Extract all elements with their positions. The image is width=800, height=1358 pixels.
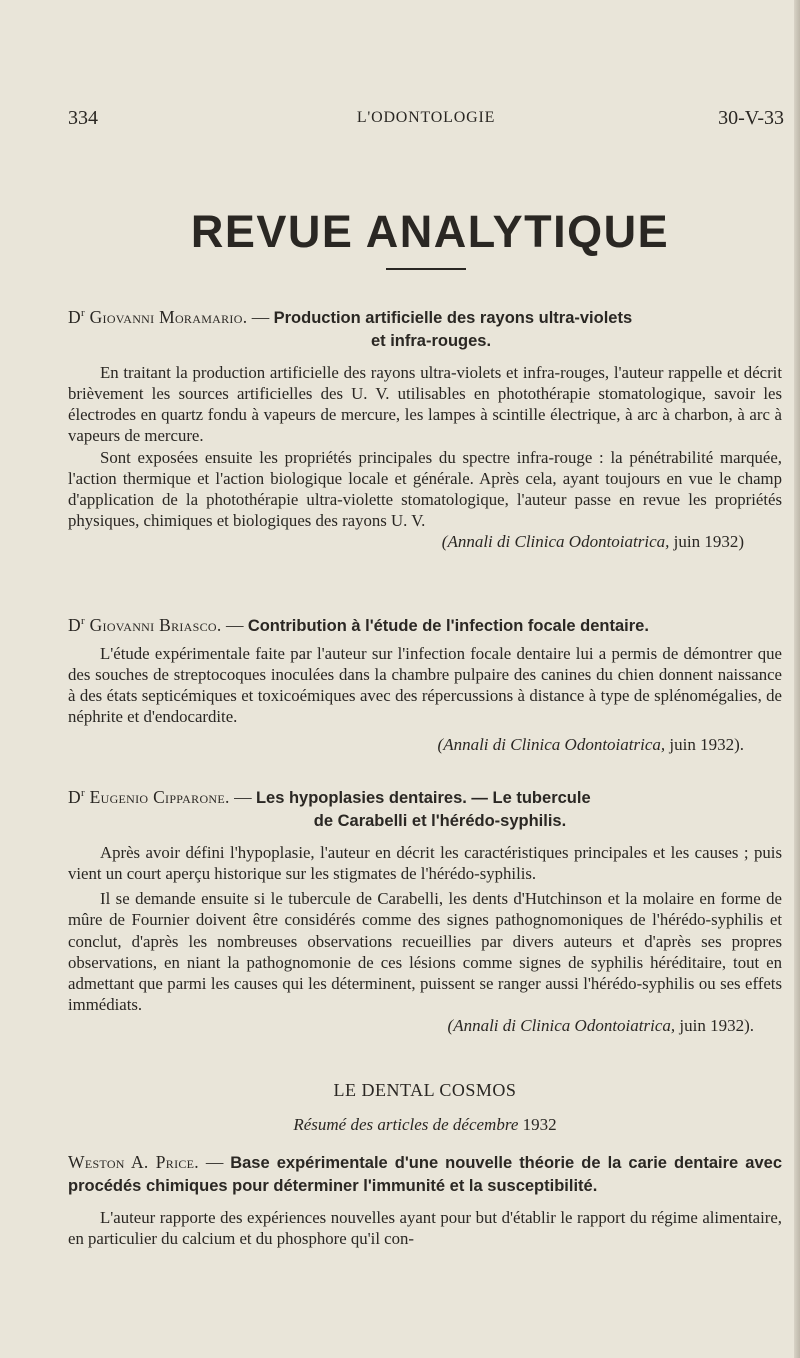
entry-heading: Weston A. Price. — Base expérimentale d'une nouvelle théorie de la carie dentaire avec procédés chimiques pour déterminer l'immunité et la susceptibilité. <box>68 1152 783 1195</box>
entry-title: Contribution à l'étude de l'infection focale dentaire. <box>247 616 649 635</box>
entry-heading: $D^r$ Giovanni Briasco. — Contribution à l'étude de l'infection focale dentaire. <box>68 614 649 635</box>
entry-author: Weston A. Price. <box>68 1152 199 1172</box>
entry-author: $D^r$ Eugenio Cipparone. <box>68 786 230 807</box>
entry-paragraph: Sont exposées ensuite les propriétés principales du spectre infra-rouge : la pénétrabilité marquée, l'action thermique et l'action biologique locale et générale. Après cela, ayant toujours en vue le champ d'application de la photothérapie ultra-violette stomatologique, l'auteur passe en revue les propriétés physiques, chimiques et biologiques des rayons U. V. <box>68 447 782 531</box>
issue-date: 30-V-33 <box>718 107 784 129</box>
entry-title: Production artificielle des rayons ultra-violets <box>273 308 633 327</box>
running-head <box>68 107 784 133</box>
entry-author: $D^r$ Giovanni Moramario. <box>68 306 248 327</box>
entry-heading: $D^r$ Giovanni Moramario. — Production artificielle des rayons ultra-violets <box>68 306 633 327</box>
entry-source: (Annali di Clinica Odontoiatrica, juin 1932). <box>447 1016 754 1036</box>
section-dental-cosmos <box>68 1080 782 1135</box>
entry-source: (Annali di Clinica Odontoiatrica, juin 1932) <box>441 532 744 552</box>
review-entry-1 <box>68 302 782 553</box>
page-number: 334 <box>68 107 98 129</box>
entry-source: (Annali di Clinica Odontoiatrica, juin 1932). <box>437 734 744 754</box>
section-subtitle: Résumé des articles de décembre 1932 <box>293 1115 557 1134</box>
title-rule <box>386 268 466 270</box>
entry-paragraph: En traitant la production artificielle des rayons ultra-violets et infra-rouges, l'auteur rappelle et décrit brièvement les sources artificielles des U. V. utilisables en photothérapie stomatologique, savoir les électrodes en quartz fondu à vapeurs de mercure, les lampes à scintille électrique, à arc à charbon, à arc à vapeurs de mercure. <box>68 362 782 446</box>
section-heading: LE DENTAL COSMOS <box>333 1080 517 1100</box>
review-entry-3 <box>68 782 782 1037</box>
entry-paragraph: Après avoir défini l'hypoplasie, l'auteur en décrit les caractéristiques principales et les causes ; puis vient un court aperçu historique sur les stigmates de l'hérédo-syphilis. <box>68 842 782 884</box>
page-edge <box>794 0 800 1358</box>
entry-title: Les hypoplasies dentaires. — Le tubercule <box>255 788 591 807</box>
entry-paragraph: L'étude expérimentale faite par l'auteur sur l'infection focale dentaire lui a permis de démontrer que des souches de streptocoques inoculées dans la chambre pulpaire des canines du chien donnent naissance à des états septicémiques et toxicoémiques avec des répercussions à distance à type de splénomégalies, de néphrite et d'endocardite. <box>68 643 782 727</box>
entry-paragraph: Il se demande ensuite si le tubercule de Carabelli, les dents d'Hutchinson et la molaire en forme de mûre de Fournier doivent être considérés comme des signes pathognomoniques de l'hérédo-syphilis et conclut, d'après les nombreuses observations recueillies par divers auteurs et d'après ses propres observations, en niant la pathognomonie de ces lésions comme signes de syphilis héréditaire, tout en admettant que parmi les causes qui les déterminent, puissent se ranger aussi l'hérédo-syphilis ou ses effets immédiats. <box>68 889 782 1015</box>
review-entry-2 <box>68 610 782 756</box>
entry-paragraph: L'auteur rapporte des expériences nouvelles ayant pour but d'établir le rapport du régime alimentaire, en particulier du calcium et du phosphore qu'il con- <box>68 1208 782 1249</box>
journal-name: L'ODONTOLOGIE <box>356 109 496 126</box>
entry-title-continued: de Carabelli et l'hérédo-syphilis. <box>313 811 567 830</box>
entry-heading: $D^r$ Eugenio Cipparone. — Les hypoplasies dentaires. — Le tubercule <box>68 786 591 807</box>
review-entry-4 <box>68 1151 782 1249</box>
entry-author: $D^r$ Giovanni Briasco. <box>68 614 222 635</box>
entry-title-continued: et infra-rouges. <box>370 331 492 350</box>
entry-title: Base expérimentale d'une nouvelle théorie de la carie dentaire avec procédés chimiques pour déterminer l'immunité et la susceptibilité. <box>68 1154 783 1195</box>
page-title: REVUE ANALYTIQUE <box>190 206 670 257</box>
